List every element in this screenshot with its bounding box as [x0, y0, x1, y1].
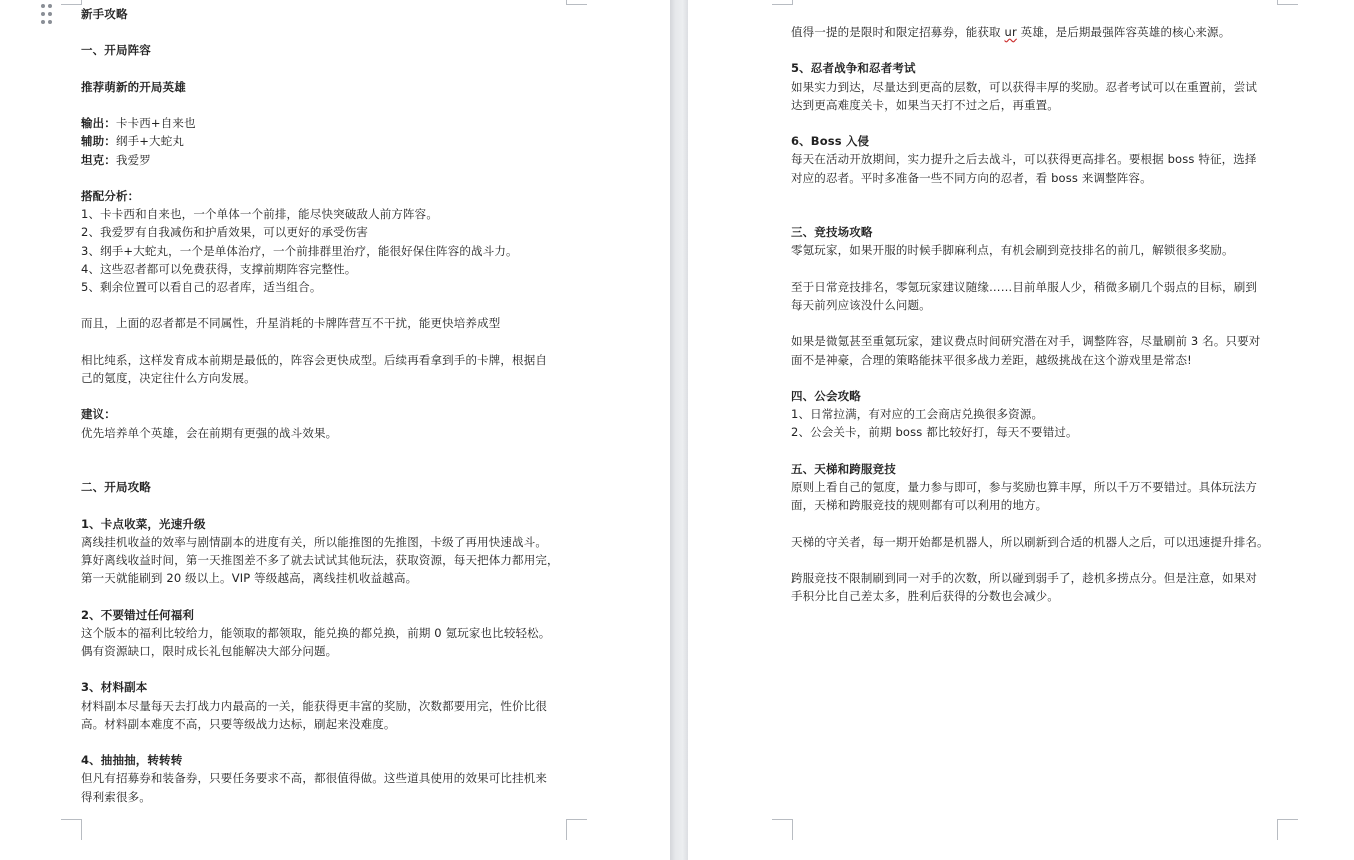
spellcheck-underline: ur: [1004, 25, 1017, 39]
text-line: 对应的忍者。平时多准备一些不同方向的忍者，看 boss 来调整阵容。: [791, 170, 1152, 185]
text-line: 每天前列应该没什么问题。: [791, 297, 931, 312]
text-line: 材料副本尽量每天去打战力内最高的一关，能获得更丰富的奖励，次数都要用完，性价比很: [81, 698, 547, 713]
text-line: 得利索很多。: [81, 789, 151, 804]
blank-line: [81, 296, 571, 314]
section-heading: 3、材料副本: [81, 680, 148, 695]
corner-mark-icon: [1277, 0, 1298, 5]
inline-label: 坦克：: [81, 152, 116, 167]
text-line: 至于日常竞技排名，零氪玩家建议随缘……目前单服人少，稍微多刷几个弱点的目标，刷到: [791, 279, 1257, 294]
text-line: 达到更高难度关卡，如果当天打不过之后，再重置。: [791, 97, 1059, 112]
text-line: 相比纯系，这样发育成本前期是最低的，阵容会更快成型。后续再看拿到手的卡牌，根据自: [81, 352, 547, 367]
inline-label: 辅助：: [81, 134, 116, 149]
text-line: 3、纲手+大蛇丸，一个是单体治疗，一个前排群里治疗，能很好保住阵容的战斗力。: [81, 243, 518, 258]
blank-line: [81, 442, 571, 460]
text-line: 偶有资源缺口，限时成长礼包能解决大部分问题。: [81, 643, 338, 658]
document-page-left: [0, 0, 670, 860]
text-line: 优先培养单个英雄，会在前期有更强的战斗效果。: [81, 425, 338, 440]
text-line: 这个版本的福利比较给力，能领取的都领取，能兑换的都兑换，前期 0 氪玩家也比较轻松。: [81, 625, 551, 640]
text-line: 而且，上面的忍者都是不同属性，升星消耗的卡牌阵营互不干扰，能更快培养成型: [81, 316, 501, 331]
blank-line: [791, 369, 1285, 387]
blank-line: [81, 96, 571, 114]
section-heading: 四、公会攻略: [791, 388, 861, 403]
section-heading: 5、忍者战争和忍者考试: [791, 61, 916, 76]
corner-mark-icon: [61, 0, 82, 5]
corner-mark-icon: [61, 819, 82, 840]
blank-line: [81, 496, 571, 514]
section-heading: 搭配分析：: [81, 188, 140, 203]
text-line: 跨服竞技不限制刷到同一对手的次数，所以碰到弱手了，趁机多捞点分。但是注意，如果对: [791, 570, 1257, 585]
text-line: 原则上看自己的氪度，量力参与即可，参与奖励也算丰厚，所以千万不要错过。具体玩法方: [791, 479, 1257, 494]
text-line: 但凡有招募券和装备券，只要任务要求不高，都很值得做。这些道具使用的效果可比挂机来: [81, 771, 547, 786]
section-heading: 三、竞技场攻略: [791, 225, 873, 240]
text-line: 5、剩余位置可以看自己的忍者库，适当组合。: [81, 279, 322, 294]
blank-line: [791, 187, 1285, 205]
text-line: 离线挂机收益的效率与剧情副本的进度有关，所以能推图的先推图，卡级了再用快速战斗。: [81, 534, 547, 549]
blank-line: [791, 551, 1285, 569]
corner-mark-icon: [772, 0, 793, 5]
text-line: 己的氪度，决定往什么方向发展。: [81, 370, 256, 385]
section-heading: 二、开局攻略: [81, 480, 151, 495]
text-line: 算好离线收益时间，第一天推图差不多了就去试试其他玩法，获取资源，每天把体力都用完，: [81, 552, 559, 567]
text-line: 2、我爱罗有自我减伤和护盾效果，可以更好的承受伤害: [81, 225, 369, 240]
corner-mark-icon: [772, 819, 793, 840]
blank-line: [81, 333, 571, 351]
text-line: 4、这些忍者都可以免费获得，支撑前期阵容完整性。: [81, 261, 357, 276]
blank-line: [791, 314, 1285, 332]
text-line: 天梯的守关者，每一期开始都是机器人，所以刷新到合适的机器人之后，可以迅速提升排名。: [791, 534, 1269, 549]
blank-line: [81, 660, 571, 678]
blank-line: [791, 41, 1285, 59]
text-line: 每天在活动开放期间，实力提升之后去战斗，可以获得更高排名。要根据 boss 特征，选择: [791, 152, 1257, 167]
blank-line: [791, 260, 1285, 278]
section-heading: 五、天梯和跨服竞技: [791, 461, 896, 476]
text-line: 如果实力到达，尽量达到更高的层数，可以获得丰厚的奖励。忍者考试可以在重置前，尝试: [791, 79, 1257, 94]
text-line: 值得一提的是限时和限定招募券，能获取 ur 英雄，是后期最强阵容英雄的核心来源。: [791, 25, 1231, 39]
blank-line: [791, 205, 1285, 223]
section-heading: 6、Boss 入侵: [791, 134, 870, 149]
section-heading: 新手攻略: [81, 7, 128, 21]
text-line: 1、卡卡西和自来也，一个单体一个前排，能尽快突破敌人前方阵容。: [81, 207, 438, 222]
inline-label: 输出：: [81, 116, 116, 131]
blank-line: [81, 60, 571, 78]
section-heading: 建议：: [81, 407, 116, 422]
text-line: 坦克：我爱罗: [81, 152, 151, 167]
page-text-left: [81, 5, 571, 806]
section-heading: 推荐萌新的开局英雄: [81, 79, 186, 94]
blank-line: [81, 169, 571, 187]
blank-line: [791, 114, 1285, 132]
section-heading: 1、卡点收菜，光速升级: [81, 516, 206, 531]
blank-line: [81, 460, 571, 478]
blank-line: [791, 514, 1285, 532]
document-page-right: [688, 0, 1354, 860]
text-line: 2、公会关卡，前期 boss 都比较好打，每天不要错过。: [791, 425, 1078, 440]
blank-line: [791, 442, 1285, 460]
text-line: 零氪玩家，如果开服的时候手脚麻利点，有机会刷到竞技排名的前几，解锁很多奖励。: [791, 243, 1234, 258]
blank-line: [81, 587, 571, 605]
page-text-right: [791, 23, 1285, 605]
text-line: 第一天就能刷到 20 级以上。VIP 等级越高，离线挂机收益越高。: [81, 571, 418, 586]
text-line: 1、日常拉满，有对应的工会商店兑换很多资源。: [791, 407, 1044, 422]
blank-line: [81, 387, 571, 405]
section-heading: 2、不要错过任何福利: [81, 607, 195, 622]
section-heading: 4、抽抽抽，转转转: [81, 753, 183, 768]
text-line: 高。材料副本难度不高，只要等级战力达标，刷起来没难度。: [81, 716, 396, 731]
drag-handle-icon[interactable]: [40, 4, 54, 26]
text-line: 面不是神豪，合理的策略能抹平很多战力差距，越级挑战在这个游戏里是常态!: [791, 352, 1192, 367]
section-heading: 一、开局阵容: [81, 43, 151, 58]
text-line: 面，天梯和跨服竞技的规则都有可以利用的地方。: [791, 498, 1048, 513]
corner-mark-icon: [566, 819, 587, 840]
corner-mark-icon: [1277, 819, 1298, 840]
blank-line: [81, 23, 571, 41]
page-gap: [670, 0, 688, 860]
text-line: 输出：卡卡西+自来也: [81, 116, 196, 131]
text-line: 手积分比自己差太多，胜利后获得的分数也会减少。: [791, 589, 1059, 604]
text-line: 如果是微氪甚至重氪玩家，建议费点时间研究潜在对手，调整阵容，尽量刷前 3 名。只要对: [791, 334, 1261, 349]
text-line: 辅助：纲手+大蛇丸: [81, 134, 184, 149]
blank-line: [81, 733, 571, 751]
